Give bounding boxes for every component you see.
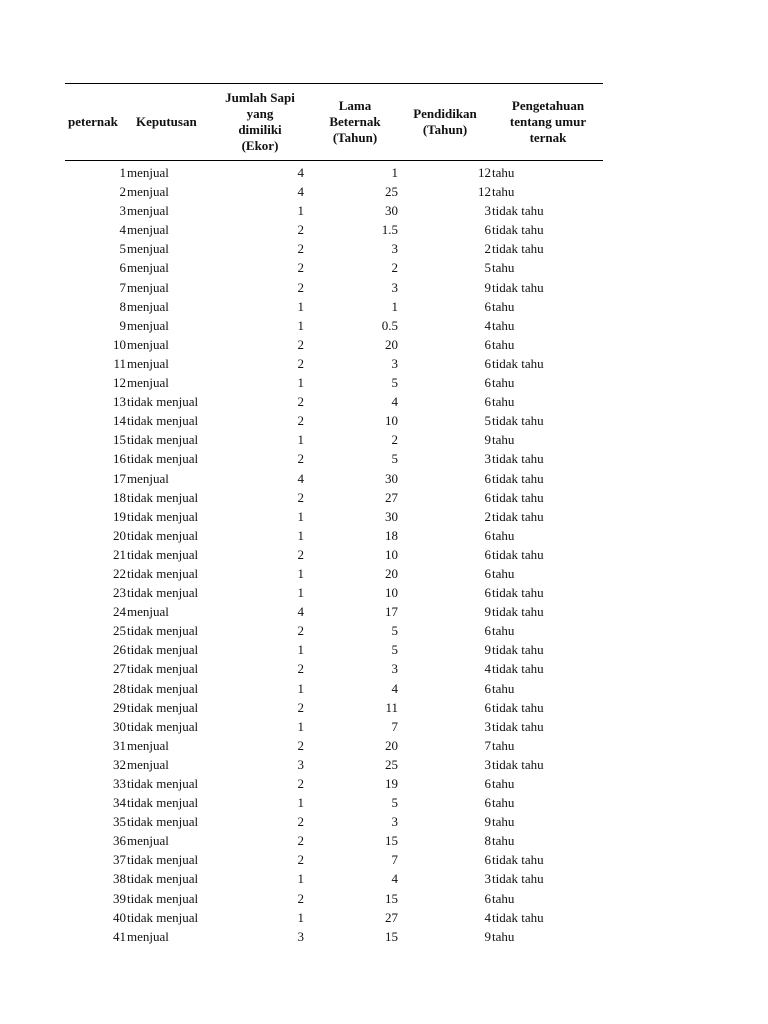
- cell-lama-beternak: 1: [391, 298, 398, 314]
- cell-jumlah-sapi: 2: [297, 776, 304, 791]
- cell-jumlah-sapi: 2: [297, 279, 304, 295]
- table-row: [65, 507, 603, 526]
- cell-keputusan: menjual: [127, 470, 169, 486]
- cell-peternak: 24: [113, 604, 126, 620]
- cell-keputusan: tidak menjual: [127, 890, 199, 906]
- cell-keputusan: tidak menjual: [127, 871, 199, 887]
- cell-jumlah-sapi: 1: [297, 871, 304, 887]
- cell-keputusan: menjual: [127, 165, 169, 180]
- table-row: [65, 411, 603, 430]
- cell-keputusan: menjual: [127, 833, 169, 849]
- cell-pengetahuan: tidak tahu: [492, 718, 544, 734]
- cell-peternak: 16: [113, 451, 126, 467]
- cell-pendidikan: 3: [484, 756, 491, 772]
- cell-pendidikan: 5: [484, 413, 491, 429]
- cell-jumlah-sapi: 2: [297, 890, 304, 906]
- cell-pengetahuan: tahu: [492, 776, 515, 791]
- table-row: [65, 602, 603, 621]
- cell-pengetahuan: tidak tahu: [492, 508, 544, 524]
- cell-jumlah-sapi: 1: [297, 203, 304, 219]
- cell-pendidikan: 6: [484, 527, 491, 543]
- cell-jumlah-sapi: 2: [297, 623, 304, 639]
- table-header-row: [65, 84, 603, 160]
- table-row: [65, 812, 603, 831]
- cell-lama-beternak: 30: [385, 508, 398, 524]
- cell-peternak: 14: [113, 413, 126, 429]
- cell-pendidikan: 2: [484, 508, 491, 524]
- cell-lama-beternak: 15: [385, 833, 398, 849]
- cell-pendidikan: 6: [484, 546, 491, 562]
- cell-keputusan: menjual: [127, 298, 169, 314]
- cell-pengetahuan: tidak tahu: [492, 451, 544, 467]
- cell-keputusan: tidak menjual: [127, 623, 199, 639]
- cell-pengetahuan: tidak tahu: [492, 546, 544, 562]
- cell-keputusan: tidak menjual: [127, 680, 199, 696]
- cell-peternak: 23: [113, 585, 126, 601]
- cell-pendidikan: 8: [484, 833, 491, 849]
- table-row: [65, 354, 603, 373]
- table-row: [65, 278, 603, 297]
- cell-pengetahuan: tahu: [492, 317, 515, 333]
- cell-peternak: 25: [113, 623, 126, 639]
- cell-pendidikan: 6: [484, 852, 491, 868]
- cell-peternak: 8: [119, 298, 126, 314]
- cell-keputusan: menjual: [127, 260, 169, 276]
- cell-jumlah-sapi: 1: [297, 298, 304, 314]
- cell-pendidikan: 6: [484, 623, 491, 639]
- cell-pengetahuan: tidak tahu: [492, 604, 544, 620]
- cell-pendidikan: 6: [484, 565, 491, 581]
- cell-lama-beternak: 5: [391, 623, 398, 639]
- cell-jumlah-sapi: 2: [297, 699, 304, 715]
- cell-peternak: 20: [113, 527, 126, 543]
- table-row: [65, 869, 603, 888]
- cell-peternak: 7: [119, 279, 126, 295]
- cell-lama-beternak: 19: [385, 776, 398, 791]
- cell-pengetahuan: tidak tahu: [492, 585, 544, 601]
- cell-peternak: 32: [113, 756, 126, 772]
- cell-pengetahuan: tahu: [492, 890, 515, 906]
- cell-jumlah-sapi: 2: [297, 260, 304, 276]
- cell-pengetahuan: tahu: [492, 928, 515, 944]
- cell-pengetahuan: tahu: [492, 623, 515, 639]
- cell-pendidikan: 6: [484, 336, 491, 352]
- cell-pendidikan: 2: [484, 241, 491, 257]
- cell-lama-beternak: 5: [391, 451, 398, 467]
- cell-lama-beternak: 10: [385, 585, 398, 601]
- cell-pendidikan: 9: [484, 814, 491, 830]
- cell-peternak: 37: [113, 852, 126, 868]
- cell-jumlah-sapi: 2: [297, 222, 304, 238]
- cell-keputusan: menjual: [127, 317, 169, 333]
- cell-jumlah-sapi: 4: [297, 470, 304, 486]
- cell-jumlah-sapi: 1: [297, 585, 304, 601]
- cell-pendidikan: 6: [484, 585, 491, 601]
- cell-lama-beternak: 3: [391, 355, 398, 371]
- table-row: [65, 850, 603, 869]
- cell-jumlah-sapi: 2: [297, 336, 304, 352]
- cell-pendidikan: 6: [484, 355, 491, 371]
- cell-jumlah-sapi: 2: [297, 451, 304, 467]
- cell-pengetahuan: tidak tahu: [492, 222, 544, 238]
- cell-lama-beternak: 27: [385, 489, 398, 505]
- table-row: [65, 449, 603, 468]
- cell-peternak: 6: [119, 260, 126, 276]
- cell-lama-beternak: 10: [385, 413, 398, 429]
- cell-pengetahuan: tidak tahu: [492, 756, 544, 772]
- cell-keputusan: menjual: [127, 355, 169, 371]
- cell-lama-beternak: 15: [385, 928, 398, 944]
- cell-lama-beternak: 1: [391, 165, 398, 180]
- cell-pengetahuan: tidak tahu: [492, 699, 544, 715]
- cell-jumlah-sapi: 1: [297, 527, 304, 543]
- cell-peternak: 40: [113, 909, 126, 925]
- table-row: [65, 335, 603, 354]
- cell-keputusan: tidak menjual: [127, 489, 199, 505]
- table-row: [65, 297, 603, 316]
- cell-jumlah-sapi: 2: [297, 546, 304, 562]
- cell-lama-beternak: 1.5: [381, 222, 398, 238]
- table-row: [65, 755, 603, 774]
- cell-pendidikan: 12: [478, 165, 491, 180]
- cell-keputusan: menjual: [127, 222, 169, 238]
- cell-jumlah-sapi: 4: [297, 604, 304, 620]
- cell-keputusan: menjual: [127, 928, 169, 944]
- cell-keputusan: tidak menjual: [127, 852, 199, 868]
- cell-pendidikan: 6: [484, 489, 491, 505]
- cell-pendidikan: 3: [484, 718, 491, 734]
- cell-peternak: 11: [113, 355, 126, 371]
- cell-peternak: 9: [119, 317, 126, 333]
- cell-lama-beternak: 5: [391, 795, 398, 811]
- cell-pengetahuan: tidak tahu: [492, 203, 544, 219]
- cell-pengetahuan: tahu: [492, 795, 515, 811]
- cell-pendidikan: 6: [484, 776, 491, 791]
- cell-pendidikan: 5: [484, 260, 491, 276]
- cell-pengetahuan: tahu: [492, 833, 515, 849]
- cell-pengetahuan: tahu: [492, 527, 515, 543]
- cell-pengetahuan: tahu: [492, 184, 515, 200]
- cell-peternak: 22: [113, 565, 126, 581]
- cell-jumlah-sapi: 2: [297, 355, 304, 371]
- cell-pengetahuan: tahu: [492, 814, 515, 830]
- table-row: [65, 316, 603, 335]
- cell-peternak: 3: [119, 203, 126, 219]
- cell-lama-beternak: 4: [391, 680, 398, 696]
- table-row: [65, 430, 603, 449]
- cell-peternak: 4: [119, 222, 126, 238]
- cell-pengetahuan: tidak tahu: [492, 355, 544, 371]
- cell-lama-beternak: 3: [391, 241, 398, 257]
- table-row: [65, 392, 603, 411]
- cell-pengetahuan: tahu: [492, 565, 515, 581]
- cell-pendidikan: 7: [484, 737, 491, 753]
- cell-keputusan: menjual: [127, 737, 169, 753]
- cell-pendidikan: 6: [484, 222, 491, 238]
- table-row: [65, 679, 603, 698]
- table-row: [65, 526, 603, 545]
- cell-pendidikan: 4: [484, 909, 491, 925]
- cell-jumlah-sapi: 2: [297, 413, 304, 429]
- cell-peternak: 2: [119, 184, 126, 200]
- cell-pengetahuan: tahu: [492, 260, 515, 276]
- cell-peternak: 30: [113, 718, 126, 734]
- cell-peternak: 39: [113, 890, 126, 906]
- cell-pendidikan: 6: [484, 795, 491, 811]
- cell-lama-beternak: 30: [385, 203, 398, 219]
- table-row: [65, 583, 603, 602]
- cell-jumlah-sapi: 2: [297, 661, 304, 677]
- cell-lama-beternak: 27: [385, 909, 398, 925]
- cell-lama-beternak: 2: [391, 432, 398, 448]
- cell-pengetahuan: tidak tahu: [492, 241, 544, 257]
- table-row: [65, 717, 603, 736]
- cell-keputusan: tidak menjual: [127, 546, 199, 562]
- table-row: [65, 889, 603, 908]
- cell-lama-beternak: 3: [391, 279, 398, 295]
- cell-peternak: 29: [113, 699, 126, 715]
- cell-pendidikan: 4: [484, 317, 491, 333]
- cell-jumlah-sapi: 2: [297, 814, 304, 830]
- cell-pengetahuan: tidak tahu: [492, 470, 544, 486]
- cell-jumlah-sapi: 1: [297, 317, 304, 333]
- cell-lama-beternak: 10: [385, 546, 398, 562]
- cell-peternak: 41: [113, 928, 126, 944]
- cell-keputusan: menjual: [127, 279, 169, 295]
- cell-pendidikan: 3: [484, 451, 491, 467]
- cell-pengetahuan: tidak tahu: [492, 279, 544, 295]
- cell-jumlah-sapi: 1: [297, 642, 304, 658]
- cell-pendidikan: 6: [484, 375, 491, 391]
- cell-lama-beternak: 30: [385, 470, 398, 486]
- table-row: [65, 831, 603, 850]
- cell-pendidikan: 6: [484, 470, 491, 486]
- cell-lama-beternak: 0.5: [381, 317, 398, 333]
- table-row: [65, 640, 603, 659]
- table-row: [65, 908, 603, 927]
- cell-peternak: 21: [113, 546, 126, 562]
- cell-pendidikan: 9: [484, 604, 491, 620]
- cell-peternak: 26: [113, 642, 126, 658]
- cell-keputusan: tidak menjual: [127, 508, 199, 524]
- cell-peternak: 27: [113, 661, 126, 677]
- cell-jumlah-sapi: 2: [297, 489, 304, 505]
- cell-pengetahuan: tidak tahu: [492, 642, 544, 658]
- cell-lama-beternak: 7: [391, 718, 398, 734]
- cell-keputusan: tidak menjual: [127, 795, 199, 811]
- table-row: [65, 239, 603, 258]
- cell-lama-beternak: 17: [385, 604, 398, 620]
- table-row: [65, 201, 603, 220]
- cell-lama-beternak: 18: [385, 527, 398, 543]
- table-row: [65, 258, 603, 277]
- cell-lama-beternak: 7: [391, 852, 398, 868]
- table-row: [65, 698, 603, 717]
- cell-pendidikan: 9: [484, 928, 491, 944]
- table-row: [65, 793, 603, 812]
- cell-pendidikan: 12: [478, 184, 491, 200]
- cell-jumlah-sapi: 2: [297, 852, 304, 868]
- table-row: [65, 545, 603, 564]
- cell-jumlah-sapi: 2: [297, 241, 304, 257]
- cell-pengetahuan: tidak tahu: [492, 413, 544, 429]
- table-row: [65, 736, 603, 755]
- cell-lama-beternak: 20: [385, 565, 398, 581]
- cell-pengetahuan: tidak tahu: [492, 852, 544, 868]
- cell-jumlah-sapi: 3: [297, 756, 304, 772]
- cell-peternak: 35: [113, 814, 126, 830]
- cell-pendidikan: 3: [484, 203, 491, 219]
- cell-pengetahuan: tidak tahu: [492, 489, 544, 505]
- cell-lama-beternak: 3: [391, 814, 398, 830]
- cell-keputusan: tidak menjual: [127, 814, 199, 830]
- cell-jumlah-sapi: 1: [297, 508, 304, 524]
- cell-pendidikan: 6: [484, 394, 491, 410]
- header-jumlah-sapi: Jumlah Sapi yang dimiliki (Ekor): [225, 90, 295, 153]
- cell-peternak: 33: [113, 776, 126, 791]
- cell-keputusan: menjual: [127, 184, 169, 200]
- cell-peternak: 15: [113, 432, 126, 448]
- cell-pengetahuan: tahu: [492, 298, 515, 314]
- cell-jumlah-sapi: 2: [297, 833, 304, 849]
- cell-peternak: 17: [113, 470, 126, 486]
- cell-keputusan: tidak menjual: [127, 699, 199, 715]
- cell-jumlah-sapi: 4: [297, 184, 304, 200]
- cell-pendidikan: 6: [484, 298, 491, 314]
- table-row: [65, 927, 603, 946]
- cell-lama-beternak: 4: [391, 871, 398, 887]
- cell-pendidikan: 4: [484, 661, 491, 677]
- cell-keputusan: tidak menjual: [127, 565, 199, 581]
- cell-keputusan: tidak menjual: [127, 661, 199, 677]
- cell-pengetahuan: tidak tahu: [492, 909, 544, 925]
- cell-keputusan: menjual: [127, 375, 169, 391]
- cell-peternak: 31: [113, 737, 126, 753]
- cell-lama-beternak: 5: [391, 642, 398, 658]
- cell-peternak: 10: [113, 336, 126, 352]
- cell-jumlah-sapi: 2: [297, 737, 304, 753]
- cell-keputusan: tidak menjual: [127, 585, 199, 601]
- cell-peternak: 28: [113, 680, 126, 696]
- data-table: [65, 83, 603, 946]
- cell-jumlah-sapi: 1: [297, 432, 304, 448]
- cell-peternak: 18: [113, 489, 126, 505]
- table-row: [65, 621, 603, 640]
- cell-pengetahuan: tahu: [492, 432, 515, 448]
- cell-peternak: 19: [113, 508, 126, 524]
- table-row: [65, 373, 603, 392]
- table-body: [65, 161, 603, 946]
- cell-lama-beternak: 3: [391, 661, 398, 677]
- cell-peternak: 5: [119, 241, 126, 257]
- cell-peternak: 36: [113, 833, 126, 849]
- cell-jumlah-sapi: 1: [297, 909, 304, 925]
- cell-pendidikan: 6: [484, 699, 491, 715]
- cell-jumlah-sapi: 2: [297, 394, 304, 410]
- cell-pengetahuan: tahu: [492, 165, 515, 180]
- cell-pendidikan: 6: [484, 890, 491, 906]
- cell-jumlah-sapi: 1: [297, 718, 304, 734]
- cell-peternak: 34: [113, 795, 126, 811]
- cell-lama-beternak: 2: [391, 260, 398, 276]
- table-row: [65, 220, 603, 239]
- cell-jumlah-sapi: 1: [297, 795, 304, 811]
- cell-jumlah-sapi: 1: [297, 375, 304, 391]
- table-row: [65, 163, 603, 182]
- table-row: [65, 564, 603, 583]
- cell-keputusan: tidak menjual: [127, 527, 199, 543]
- cell-lama-beternak: 5: [391, 375, 398, 391]
- cell-pendidikan: 9: [484, 432, 491, 448]
- header-peternak: peternak: [68, 114, 118, 129]
- header-lama-beternak: Lama Beternak (Tahun): [329, 98, 381, 145]
- cell-keputusan: tidak menjual: [127, 718, 199, 734]
- cell-keputusan: menjual: [127, 756, 169, 772]
- header-pendidikan: Pendidikan (Tahun): [413, 106, 477, 137]
- cell-jumlah-sapi: 1: [297, 565, 304, 581]
- cell-peternak: 12: [113, 375, 126, 391]
- cell-lama-beternak: 20: [385, 737, 398, 753]
- cell-keputusan: menjual: [127, 336, 169, 352]
- cell-pengetahuan: tahu: [492, 680, 515, 696]
- cell-keputusan: tidak menjual: [127, 776, 199, 791]
- cell-jumlah-sapi: 1: [297, 680, 304, 696]
- cell-lama-beternak: 4: [391, 394, 398, 410]
- cell-keputusan: tidak menjual: [127, 909, 199, 925]
- cell-keputusan: menjual: [127, 604, 169, 620]
- cell-jumlah-sapi: 3: [297, 928, 304, 944]
- cell-lama-beternak: 11: [385, 699, 398, 715]
- cell-pendidikan: 9: [484, 642, 491, 658]
- cell-lama-beternak: 20: [385, 336, 398, 352]
- table-row: [65, 774, 603, 793]
- cell-keputusan: menjual: [127, 203, 169, 219]
- header-pengetahuan: Pengetahuan tentang umur ternak: [509, 98, 587, 145]
- table-row: [65, 182, 603, 201]
- cell-pendidikan: 6: [484, 680, 491, 696]
- cell-peternak: 13: [113, 394, 126, 410]
- cell-pengetahuan: tidak tahu: [492, 871, 544, 887]
- table-row: [65, 469, 603, 488]
- header-keputusan: Keputusan: [136, 114, 197, 129]
- cell-peternak: 38: [113, 871, 126, 887]
- cell-keputusan: tidak menjual: [127, 394, 199, 410]
- cell-keputusan: tidak menjual: [127, 642, 199, 658]
- cell-pengetahuan: tahu: [492, 394, 515, 410]
- cell-pengetahuan: tahu: [492, 336, 515, 352]
- cell-keputusan: menjual: [127, 241, 169, 257]
- cell-pengetahuan: tahu: [492, 737, 515, 753]
- cell-keputusan: tidak menjual: [127, 451, 199, 467]
- cell-keputusan: tidak menjual: [127, 413, 199, 429]
- cell-keputusan: tidak menjual: [127, 432, 199, 448]
- cell-lama-beternak: 15: [385, 890, 398, 906]
- cell-jumlah-sapi: 4: [297, 165, 304, 180]
- table-row: [65, 488, 603, 507]
- cell-pengetahuan: tahu: [492, 375, 515, 391]
- cell-pendidikan: 3: [484, 871, 491, 887]
- cell-pendidikan: 9: [484, 279, 491, 295]
- cell-pengetahuan: tidak tahu: [492, 661, 544, 677]
- cell-peternak: 1: [119, 165, 126, 180]
- cell-lama-beternak: 25: [385, 184, 398, 200]
- cell-lama-beternak: 25: [385, 756, 398, 772]
- table-row: [65, 659, 603, 678]
